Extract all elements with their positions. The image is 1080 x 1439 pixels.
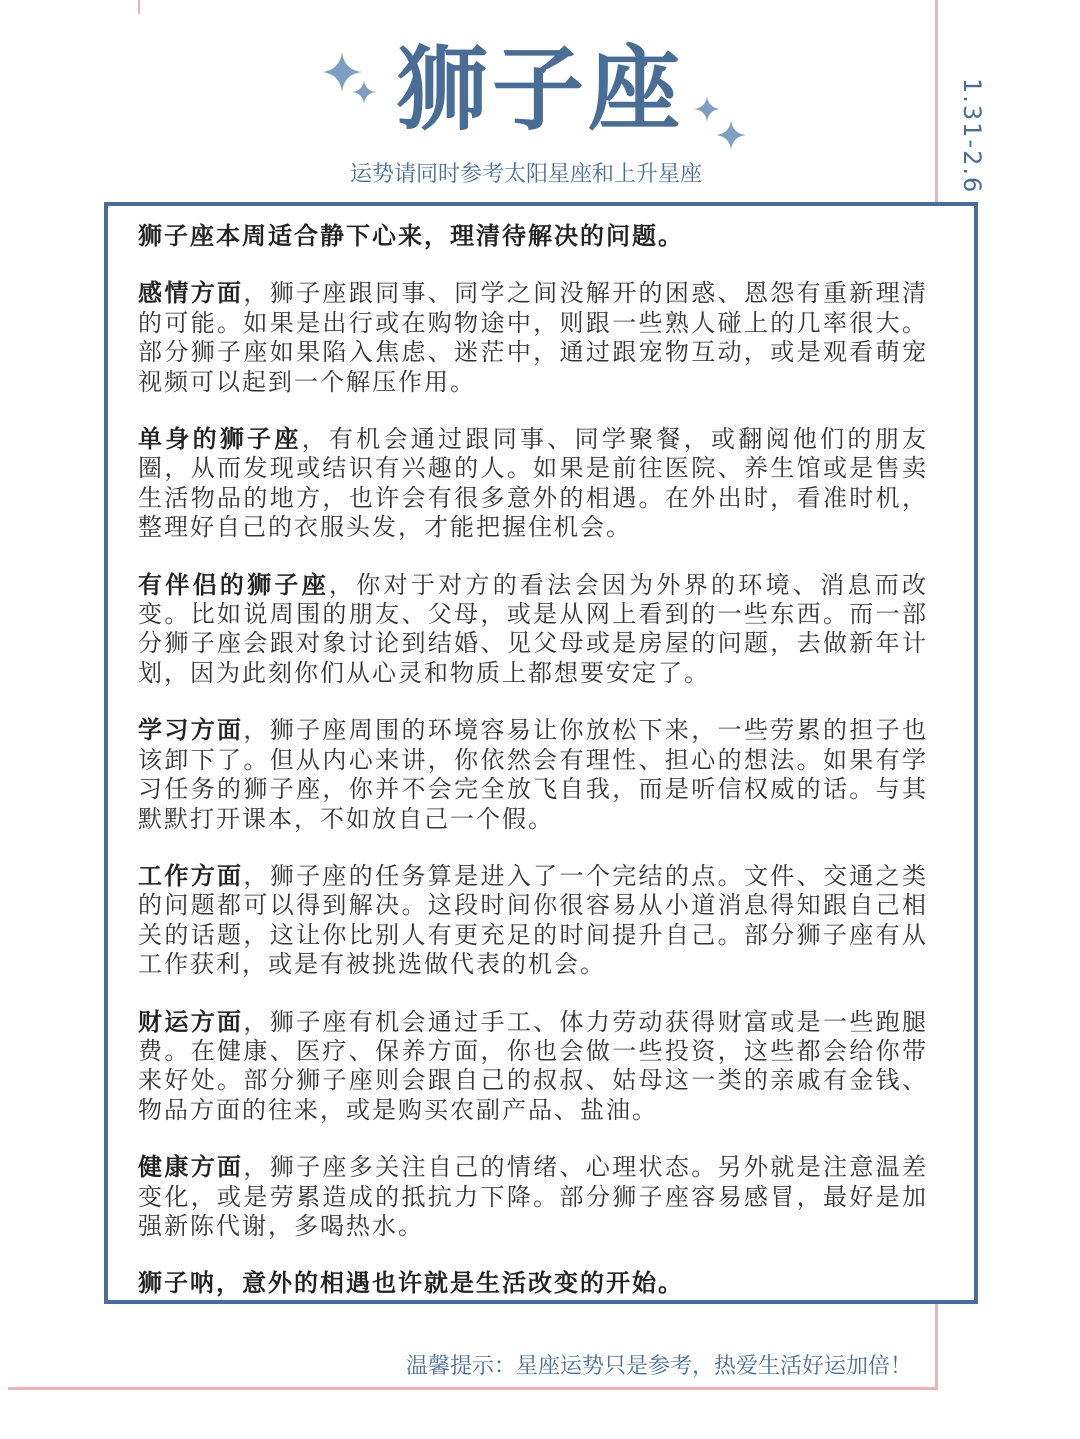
decorative-horizontal-line [8, 1387, 938, 1390]
section-body: ，狮子座周围的环境容易让你放松下来，一些劳累的担子也该卸下了。但从内心来讲，你依然会有理性、担心的想法。如果有学习任务的狮子座，你并不会完全放飞自我，而是听信权威的话。与其默默打开课本，不如放自己一个假。 [138, 716, 929, 833]
section-health [138, 1153, 928, 1241]
page-subtitle: 运势请同时参考太阳星座和上升星座 [349, 162, 702, 187]
section-single [138, 425, 928, 543]
horoscope-content-box [104, 202, 978, 1304]
section-heading: 有伴侣的狮子座 [138, 570, 329, 599]
section-body: ，狮子座跟同事、同学之间没解开的困惑、恩怨有重新理清的可能。如果是出行或在购物途中，则跟一些熟人碰上的几率很大。部分狮子座如果陷入焦虑、迷茫中，通过跟宠物互动，或是观看萌宠视频可以起到一个解压作用。 [138, 279, 929, 396]
section-heading: 健康方面 [138, 1153, 244, 1182]
closing-paragraph: 狮子呐，意外的相遇也许就是生活改变的开始。 [138, 1269, 684, 1298]
date-range: 1.31-2.6 [958, 78, 986, 195]
section-partnered [138, 571, 928, 689]
horoscope-text [138, 222, 928, 1304]
section-heading: 学习方面 [138, 716, 244, 745]
footer-tip: 温馨提示：星座运势只是参考，热爱生活好运加倍！ [405, 1354, 912, 1379]
section-heading: 感情方面 [138, 279, 244, 308]
section-body: ，你对于对方的看法会因为外界的环境、消息而改变。比如说周围的朋友、父母，或是从网上看到的一些东西。而一部分狮子座会跟对象讨论到结婚、见父母或是房屋的问题，去做新年计划，因为此刻你们从心灵和物质上都想要安定了。 [138, 570, 928, 687]
section-body: ，有机会通过跟同事、同学聚餐，或翻阅他们的朋友圈，从而发现或结识有兴趣的人。如果是前往医院、养生馆或是售卖生活物品的地方，也许会有很多意外的相遇。在外出时，看准时机，整理好自己的衣服头发，才能把握住机会。 [138, 425, 929, 542]
section-body: ，狮子座的任务算是进入了一个完结的点。文件、交通之类的问题都可以得到解决。这段时间你很容易从小道消息得知跟自己相关的话题，这让你比别人有更充足的时间提升自己。部分狮子座有从工作获利，或是有被挑选做代表的机会。 [138, 861, 929, 979]
decorative-top-tick [138, 0, 140, 14]
section-body: ，狮子座有机会通过手工、体力劳动获得财富或是一些跑腿费。在健康、医疗、保养方面，你也会做一些投资，这些都会给你带来好处。部分狮子座则会跟自己的叔叔、姑母这一类的亲戚有金钱、物品方面的往来，或是购买农副产品、盐油。 [138, 1007, 929, 1124]
section-wealth [138, 1008, 928, 1126]
section-heading: 单身的狮子座 [138, 425, 302, 454]
section-work [138, 862, 928, 980]
intro-paragraph: 狮子座本周适合静下心来，理清待解决的问题。 [138, 222, 684, 250]
section-heading: 工作方面 [138, 861, 244, 890]
page-title: 狮子座 [395, 36, 684, 143]
section-study [138, 716, 928, 834]
section-love [138, 279, 928, 397]
section-body: ，狮子座多关注自己的情绪、心理状态。另外就是注意温差变化，或是劳累造成的抵抗力下降。部分狮子座容易感冒，最好是加强新陈代谢，多喝热水。 [138, 1153, 929, 1240]
section-heading: 财运方面 [138, 1007, 244, 1036]
